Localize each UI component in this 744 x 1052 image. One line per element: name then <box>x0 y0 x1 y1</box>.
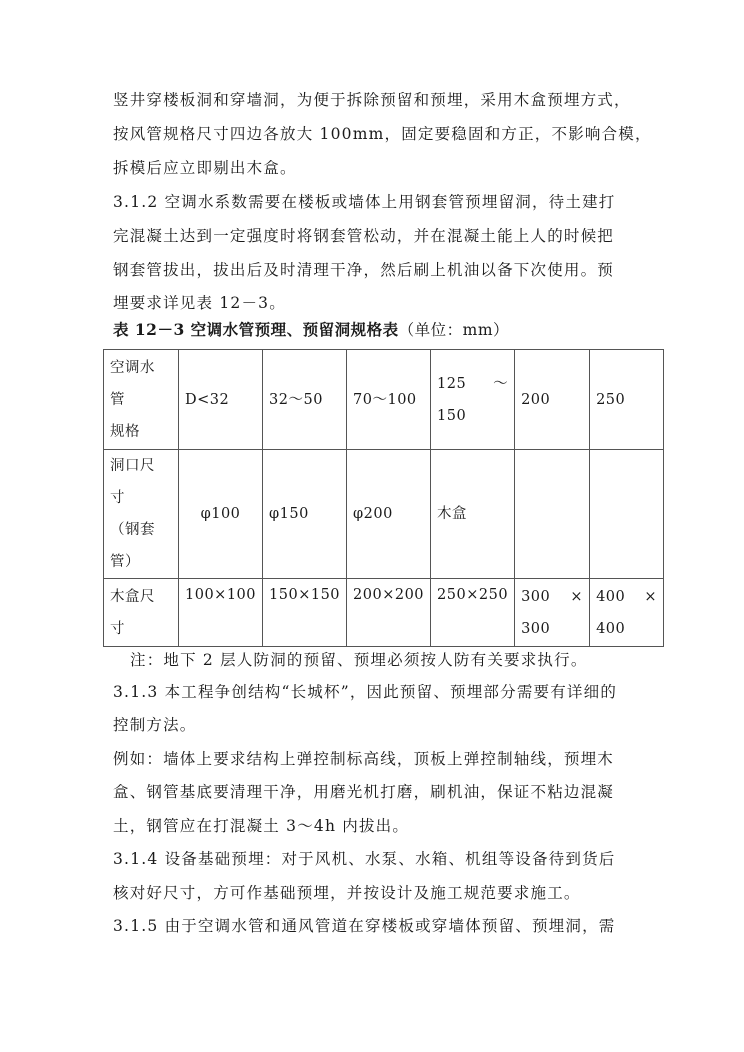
table-cell: 70～100 <box>347 350 431 450</box>
row-header-wood-box-size: 木盒尺 寸 <box>104 579 179 647</box>
table-cell: 32～50 <box>263 350 347 450</box>
paragraph-line: 钢套管拔出，拔出后及时清理干净，然后刷上机油以备下次使用。预 <box>113 261 615 279</box>
table-title-text: 表 12－3 空调水管预理、预留洞规格表 <box>113 320 399 339</box>
table-cell <box>590 450 664 579</box>
table-cell: 150×150 <box>263 579 347 647</box>
section-3-1-4-line: 3.1.4 设备基础预埋：对于风机、水泵、水箱、机组等设备待到货后 <box>113 850 616 868</box>
row-header-hole-size: 洞口尺 寸 （钢套 管） <box>104 450 179 579</box>
section-3-1-5-line: 3.1.5 由于空调水管和通风管道在穿楼板或穿墙体预留、预埋洞，需 <box>113 917 616 935</box>
table-cell: 木盒 <box>431 450 515 579</box>
paragraph-line: 完混凝土达到一定强度时将钢套管松动，并在混凝土能上人的时候把 <box>113 227 615 245</box>
table-cell: 400 × 400 <box>590 579 664 647</box>
table-row-hole-size <box>104 450 664 579</box>
table-unit: （单位：mm） <box>398 321 510 339</box>
paragraph-line: 埋要求详见表 12－3。 <box>113 294 286 312</box>
table-cell: φ100 <box>179 450 263 579</box>
table-cell: 250 <box>590 350 664 450</box>
table-cell: 125 ～ 150 <box>431 350 515 450</box>
table-cell: 300 × 300 <box>515 579 590 647</box>
section-3-1-3-line: 3.1.3 本工程争创结构“长城杯”，因此预留、预埋部分需要有详细的 <box>113 683 618 701</box>
table-cell <box>515 450 590 579</box>
paragraph-line: 按风管规格尺寸四边各放大 100mm，固定要稳固和方正，不影响合模， <box>113 125 652 143</box>
section-3-1-2-line: 3.1.2 空调水系数需要在楼板或墙体上用钢套管预埋留洞，待土建打 <box>113 193 616 211</box>
spec-table <box>103 349 664 647</box>
table-row-pipe-spec <box>104 350 664 450</box>
table-cell: 200 <box>515 350 590 450</box>
table-title <box>113 320 643 340</box>
example-line: 例如：墙体上要求结构上弹控制标高线，顶板上弹控制轴线，预埋木 <box>113 750 615 768</box>
table-note: 注：地下 2 层人防洞的预留、预埋必须按人防有关要求执行。 <box>130 651 588 669</box>
table-cell: 250×250 <box>431 579 515 647</box>
table-row-wood-box-size <box>104 579 664 647</box>
table-cell: 200×200 <box>347 579 431 647</box>
table-cell: φ150 <box>263 450 347 579</box>
table-cell: φ200 <box>347 450 431 579</box>
paragraph-line: 控制方法。 <box>113 716 197 734</box>
paragraph-line: 竖井穿楼板洞和穿墙洞，为便于拆除预留和预埋，采用木盒预埋方式， <box>113 91 631 109</box>
paragraph-line: 拆模后应立即剔出木盒。 <box>113 159 297 177</box>
table-cell: 100×100 <box>179 579 263 647</box>
table-cell: D<32 <box>179 350 263 450</box>
row-header-pipe-spec: 空调水 管 规格 <box>104 350 179 450</box>
paragraph-line: 核对好尺寸，方可作基础预埋，并按设计及施工规范要求施工。 <box>113 884 581 902</box>
paragraph-line: 土，钢管应在打混凝土 3～4h 内拔出。 <box>113 817 410 835</box>
paragraph-line: 盒、钢管基底要清理干净，用磨光机打磨，刷机油，保证不粘边混凝 <box>113 783 615 801</box>
